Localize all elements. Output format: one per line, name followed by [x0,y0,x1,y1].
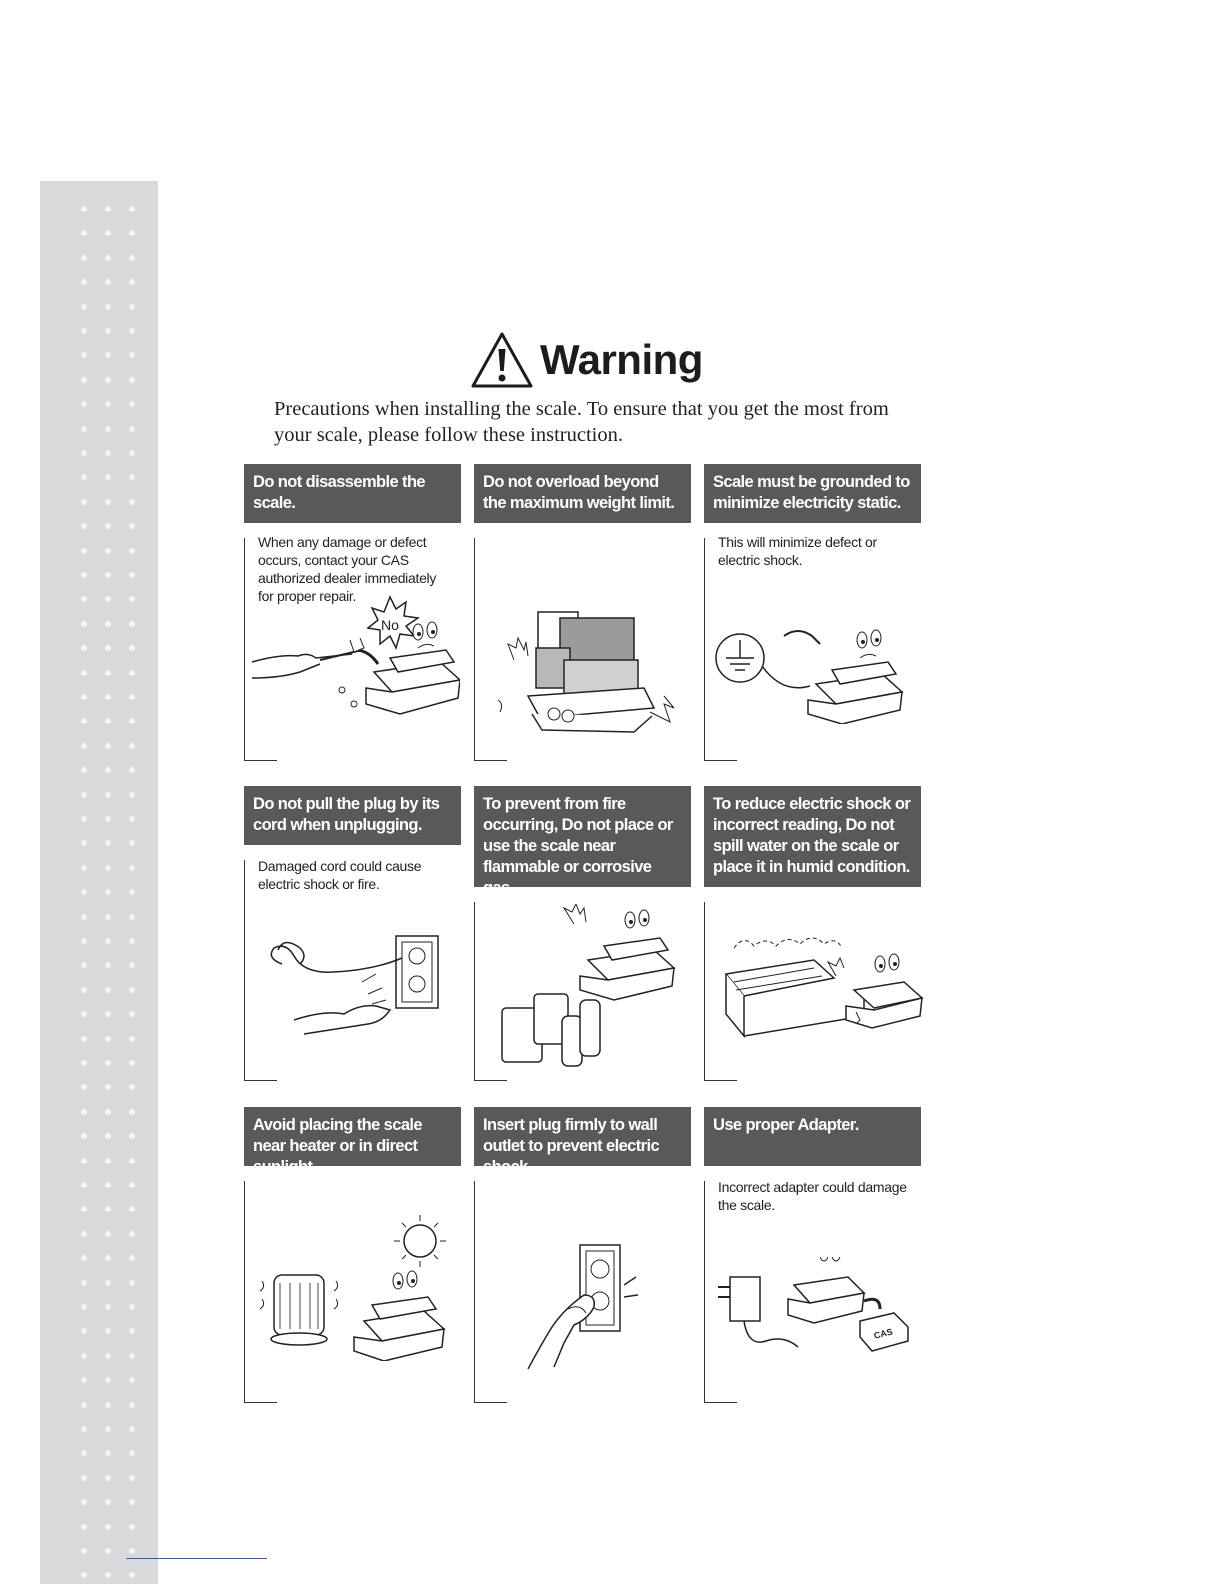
sidebar-dot [129,1036,135,1042]
card-body-text: Damaged cord could cause electric shock or fire. [258,858,422,892]
sidebar-dot [105,962,111,968]
sidebar-dot [81,206,87,212]
precaution-card-plug-firmly [474,1107,691,1176]
sun-icon [404,1225,436,1257]
sidebar-dot [129,1158,135,1164]
sidebar-dot [81,352,87,358]
scale-character-icon [494,604,684,739]
sidebar-dot [105,1475,111,1481]
sidebar-dot [129,840,135,846]
sidebar-dot [129,328,135,334]
sidebar-dot [105,1280,111,1286]
sidebar-dot [129,279,135,285]
sidebar-dot [105,840,111,846]
sidebar-dot [129,1255,135,1261]
card-heading: Use proper Adapter. [704,1107,921,1166]
sidebar-dot [129,1499,135,1505]
scale-character-icon [712,614,922,724]
sidebar-dot [81,1402,87,1408]
sidebar-dot [129,523,135,529]
sidebar-dot [129,1377,135,1383]
intro-text: Precautions when installing the scale. To ensure that you get the most from your scale, please follow these instruction. [274,398,889,446]
sidebar-dot [129,548,135,554]
sidebar-dot [105,304,111,310]
precaution-card-heater [244,1107,461,1176]
sidebar-dot [81,426,87,432]
sidebar-dot [129,670,135,676]
sidebar-dot [105,914,111,920]
sidebar-dot [129,1133,135,1139]
sidebar-dot [105,1377,111,1383]
sidebar-dot [105,865,111,871]
sidebar-dot [81,694,87,700]
sidebar-dot [105,279,111,285]
sidebar-dot [129,1353,135,1359]
sidebar-dot [105,1011,111,1017]
sidebar-dot [105,1353,111,1359]
sidebar-dot [129,255,135,261]
sidebar-dot [105,694,111,700]
sidebar-dot [81,1328,87,1334]
scale-character-icon [724,934,924,1044]
sidebar-dot [129,1182,135,1188]
sidebar-dot [105,767,111,773]
sidebar-dot [81,670,87,676]
scale-character-icon [250,592,460,727]
card-heading: Do not overload beyond the maximum weight limit. [474,464,691,523]
sidebar-dot [105,255,111,261]
sidebar-dot [105,1572,111,1578]
warning-title [470,330,703,390]
sidebar-dot [105,548,111,554]
sidebar-dot [81,450,87,456]
sidebar-dot [129,1304,135,1310]
sidebar-dot [105,401,111,407]
sidebar-dot [105,645,111,651]
footer-rule [126,1558,267,1559]
precaution-card-grounded [704,464,921,568]
sidebar-dot [105,1133,111,1139]
sidebar-dot [129,426,135,432]
sidebar-dot [105,1426,111,1432]
sidebar-dot [129,1231,135,1237]
sidebar-dot [129,1109,135,1115]
sidebar-dot [129,889,135,895]
sidebar-dot [105,426,111,432]
card-body-text: When any damage or defect occurs, contact your CAS authorized dealer immediately for proper repair. [258,534,437,604]
sidebar-dot [129,865,135,871]
scale-character-icon [714,1257,914,1367]
sidebar-dot [105,1084,111,1090]
sidebar-dot [81,255,87,261]
sidebar-dot [81,1011,87,1017]
sidebar-dot [81,840,87,846]
sidebar-dot [105,377,111,383]
no-badge-text: No [381,617,399,633]
card-body-text: Incorrect adapter could damage the scale. [718,1179,907,1213]
sidebar-dot [105,1158,111,1164]
sidebar-dot [81,1182,87,1188]
sidebar-dot [105,889,111,895]
sidebar-dot [105,499,111,505]
sidebar-dot [129,1280,135,1286]
precaution-card-disassemble [244,464,461,633]
warning-triangle-icon [470,331,534,389]
sidebar-dot [81,548,87,554]
sidebar-dot [129,743,135,749]
sidebar-dot [105,1499,111,1505]
sidebar-dot [81,743,87,749]
sidebar-dot [81,914,87,920]
sidebar-dot [129,401,135,407]
sidebar-dot [129,1084,135,1090]
sidebar-dot [129,694,135,700]
sidebar-dot [81,1255,87,1261]
sidebar-dot [129,1572,135,1578]
sidebar-dot [81,230,87,236]
sidebar-dot [81,865,87,871]
sidebar-dot [81,1060,87,1066]
sidebar-dot [81,938,87,944]
decorative-sidebar [40,181,158,1584]
sidebar-dot [81,889,87,895]
sidebar-dot [105,474,111,480]
sidebar-dot [129,450,135,456]
sidebar-dot [129,718,135,724]
sidebar-dot [81,523,87,529]
sidebar-dot [129,474,135,480]
dot-pattern [40,181,158,1584]
sidebar-dot [105,987,111,993]
card-body-text: This will minimize defect or electric shock. [718,534,877,568]
sidebar-dot [129,1060,135,1066]
sidebar-dot [129,621,135,627]
sidebar-dot [129,645,135,651]
sidebar-dot [81,1206,87,1212]
sidebar-dot [105,1524,111,1530]
page-title: Warning [540,336,703,383]
sidebar-dot [129,1475,135,1481]
precaution-card-water [704,786,921,887]
sidebar-dot [129,572,135,578]
card-heading: To reduce electric shock or incorrect reading, Do not spill water on the scale or place it in humid condition. [704,786,921,887]
sidebar-dot [81,718,87,724]
sidebar-dot [129,914,135,920]
sidebar-dot [105,938,111,944]
sidebar-dot [105,572,111,578]
sidebar-dot [129,767,135,773]
scale-character-icon [494,904,694,1069]
sidebar-dot [81,767,87,773]
sidebar-dot [81,401,87,407]
sidebar-dot [129,962,135,968]
sidebar-dot [81,377,87,383]
sidebar-dot [81,1158,87,1164]
sidebar-dot [81,1133,87,1139]
sidebar-dot [81,987,87,993]
sidebar-dot [129,1206,135,1212]
sidebar-dot [105,1182,111,1188]
sidebar-dot [105,352,111,358]
sidebar-dot [81,645,87,651]
sidebar-dot [81,1353,87,1359]
sidebar-dot [105,1548,111,1554]
sidebar-dot [81,1084,87,1090]
sidebar-dot [105,206,111,212]
sidebar-dot [129,792,135,798]
sidebar-dot [81,304,87,310]
sidebar-dot [129,206,135,212]
card-heading: Do not disassemble the scale. [244,464,461,523]
sidebar-dot [129,1402,135,1408]
wall-outlet-icon [524,1243,654,1371]
sidebar-dot [129,1328,135,1334]
sidebar-dot [81,1280,87,1286]
sidebar-dot [105,1206,111,1212]
card-heading: Do not pull the plug by its cord when unplugging. [244,786,461,845]
adapter-icon [718,1277,798,1347]
sidebar-dot [105,1402,111,1408]
precaution-card-overload [474,464,691,523]
sidebar-dot [105,596,111,602]
sidebar-dot [81,474,87,480]
sidebar-dot [129,1450,135,1456]
sidebar-dot [129,1548,135,1554]
sidebar-dot [81,1450,87,1456]
sidebar-dot [81,279,87,285]
sidebar-dot [129,352,135,358]
sidebar-dot [105,718,111,724]
sidebar-dot [81,1524,87,1530]
sidebar-dot [129,1426,135,1432]
sidebar-dot [105,450,111,456]
box-label: CAS [872,1326,894,1341]
sidebar-dot [105,230,111,236]
sidebar-dot [129,596,135,602]
sidebar-dot [105,1255,111,1261]
sidebar-dot [81,1475,87,1481]
card-frame [474,1181,507,1403]
sidebar-dot [81,1377,87,1383]
sidebar-dot [81,1304,87,1310]
sidebar-dot [81,962,87,968]
heater-icon [260,1275,338,1345]
sidebar-dot [81,1572,87,1578]
sidebar-dot [105,1328,111,1334]
sidebar-dot [105,1304,111,1310]
sidebar-dot [81,499,87,505]
sidebar-dot [81,816,87,822]
card-heading: Scale must be grounded to minimize electricity static. [704,464,921,523]
sidebar-dot [105,1036,111,1042]
sidebar-dot [129,499,135,505]
sidebar-dot [81,1109,87,1115]
precaution-card-adapter [704,1107,921,1341]
sidebar-dot [81,1548,87,1554]
scale-character-icon [254,1211,459,1361]
sidebar-dot [81,572,87,578]
sidebar-dot [129,1524,135,1530]
card-heading: Insert plug firmly to wall outlet to prevent electric shock. [474,1107,691,1166]
sidebar-dot [105,1109,111,1115]
precaution-card-plug-cord [244,786,461,892]
sidebar-dot [129,987,135,993]
sidebar-dot [81,621,87,627]
precaution-card-flammable [474,786,691,897]
card-heading: To prevent from fire occurring, Do not place or use the scale near flammable or corrosive gas. [474,786,691,887]
sidebar-dot [129,816,135,822]
sidebar-dot [81,1499,87,1505]
sidebar-dot [129,1011,135,1017]
sidebar-dot [81,1426,87,1432]
wall-outlet-icon [264,934,454,1044]
sidebar-dot [105,743,111,749]
sidebar-dot [129,230,135,236]
sidebar-dot [129,938,135,944]
sidebar-dot [81,792,87,798]
sidebar-dot [129,377,135,383]
sidebar-dot [105,523,111,529]
sidebar-dot [105,1450,111,1456]
sidebar-dot [81,328,87,334]
sidebar-dot [105,670,111,676]
sidebar-dot [129,304,135,310]
sidebar-dot [81,596,87,602]
sidebar-dot [105,1060,111,1066]
sidebar-dot [81,1036,87,1042]
sidebar-dot [105,1231,111,1237]
sidebar-dot [105,328,111,334]
card-heading: Avoid placing the scale near heater or in direct sunlight. [244,1107,461,1166]
sidebar-dot [105,621,111,627]
sidebar-dot [105,792,111,798]
sidebar-dot [105,816,111,822]
sidebar-dot [81,1231,87,1237]
